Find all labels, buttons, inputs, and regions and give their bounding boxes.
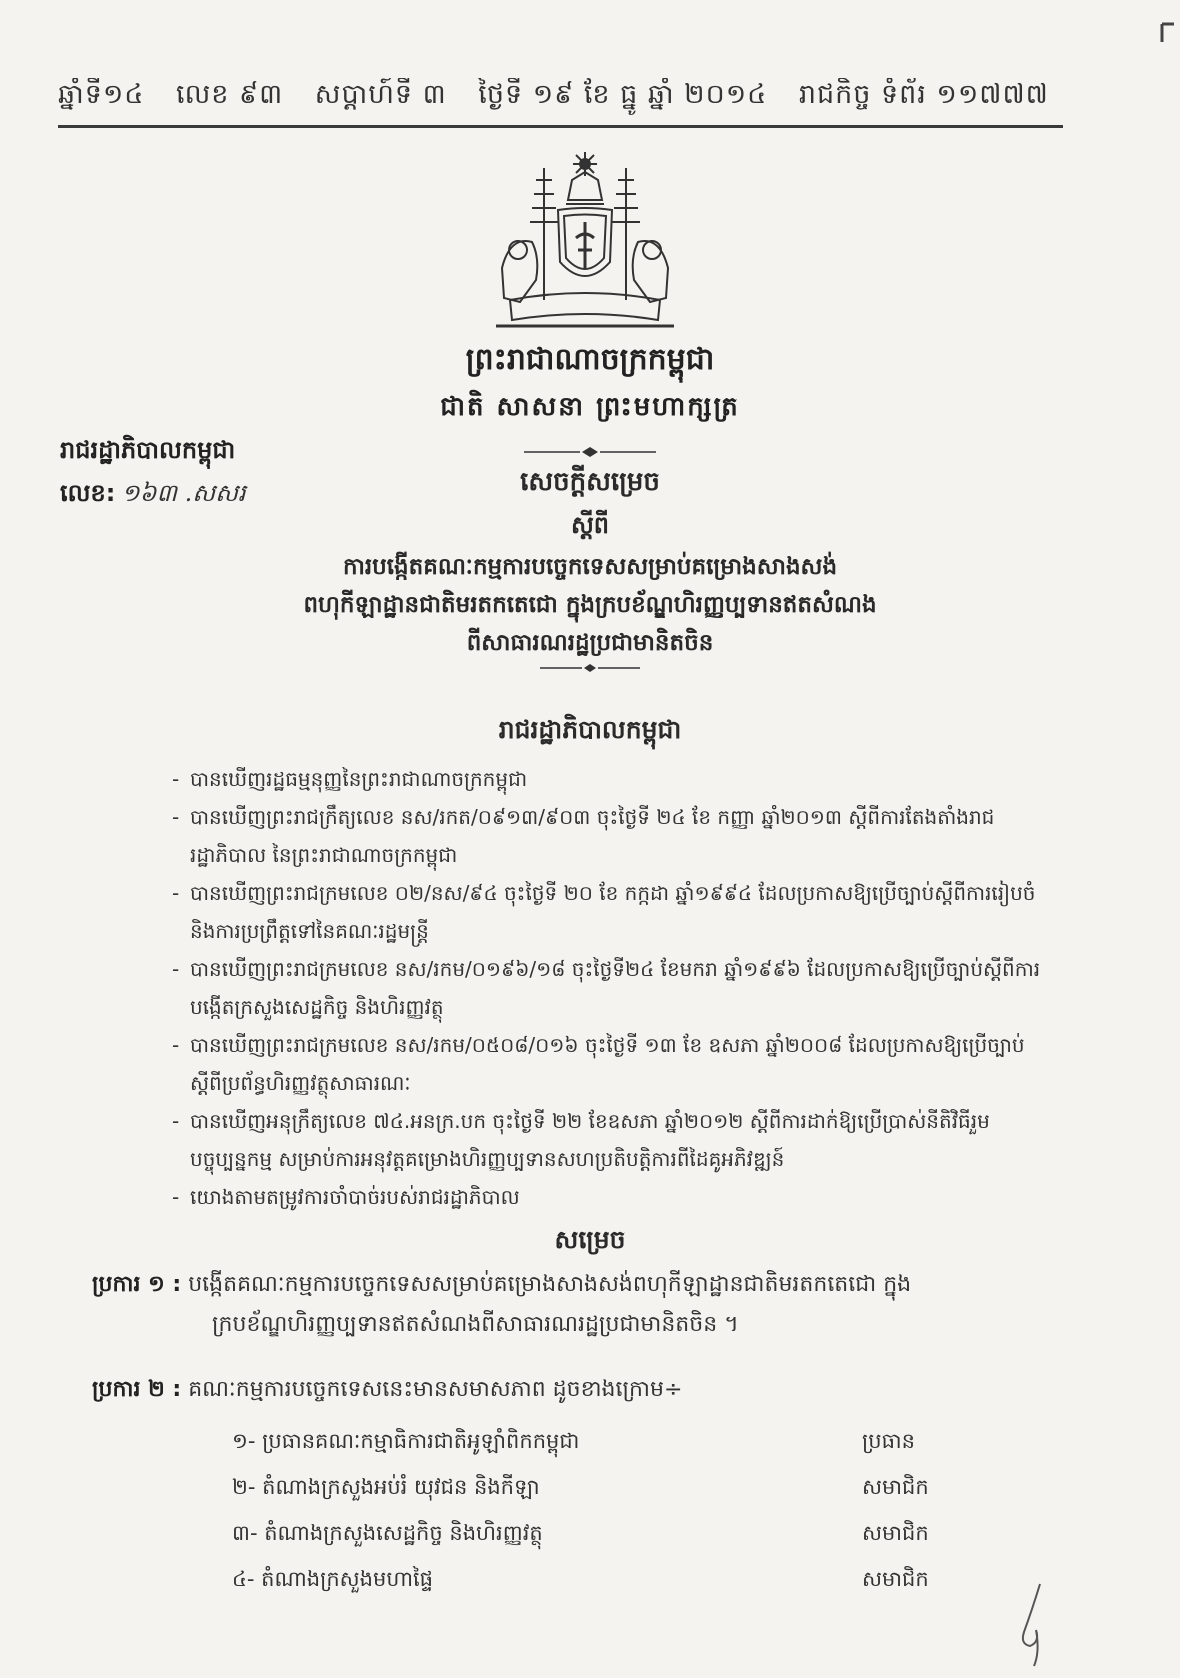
number-label: លេខ: [60,479,116,507]
kingdom-name: ព្រះរាជាណាចក្រកម្ពុជា [465,342,715,377]
member-role: សមាជិក [862,1567,929,1591]
header-rule [58,125,1063,128]
divider-ornament-icon [520,662,660,674]
article-2-label: ប្រការ ២ : [92,1377,182,1402]
national-motto: ជាតិ សាសនា ព្រះមហាក្សត្រ [440,392,740,422]
issuer-name: រាជរដ្ឋាភិបាលកម្ពុជា [60,436,236,464]
member-row [232,1418,972,1464]
article-1-continuation: ក្របខ័ណ្ឌហិរញ្ញប្បទានឥតសំណងពីសាធារណរដ្ឋប្រជាមានិតចិន ។ [212,1312,739,1337]
corner-mark-icon [1160,20,1176,46]
gazette-page-number: រាជកិច្ច ទំព័រ ១១៧៧៧ [798,79,1049,110]
subject-line: ពីសាធារណរដ្ឋប្រជាមានិតចិន [466,630,714,656]
preamble-item: - បានឃើញព្រះរាជក្រមលេខ នស/រកម/០៥០៨/០១៦ ចុះថ្ងៃទី ១៣ ខែ ឧសភា ឆ្នាំ២០០៨ ដែលប្រកាសឱ្យប្រើច្បាប់ស្តីពីប្រព័ន្ធហិរញ្ញវត្ថុសាធារណៈ [172,1026,1042,1102]
member-role: សមាជិក [862,1521,929,1545]
member-role: សមាជិក [862,1475,929,1499]
article-1 [92,1265,1052,1345]
decision-subject [0,548,1180,662]
gazette-date: ថ្ងៃទី ១៩ ខែ ធ្នូ ឆ្នាំ ២០១៤ [478,79,768,110]
preamble-item: - បានឃើញព្រះរាជក្រឹត្យលេខ នស/រកត/០៩១៣/៩០៣ ចុះថ្ងៃទី ២៤ ខែ កញ្ញា ឆ្នាំ២០១៣ ស្តីពីការតែងតាំងរាជរដ្ឋាភិបាល នៃព្រះរាជាណាចក្រកម្ពុជា [172,798,1042,874]
member-row [232,1464,972,1510]
decides-heading: សម្រេច [554,1225,626,1254]
member-list [232,1418,972,1602]
member-name: ២- តំណាងក្រសួងអប់រំ យុវជន និងកីឡា [232,1475,540,1499]
article-1-text: បង្កើតគណៈកម្មការបច្ចេកទេសសម្រាប់គម្រោងសាងសង់ពហុកីឡាដ្ឋានជាតិមរតកតេជោ ក្នុង [188,1272,912,1297]
gazette-year: ឆ្នាំទី១៤ [58,79,145,110]
preamble-item: - បានឃើញព្រះរាជក្រមលេខ ០២/នស/៩៤ ចុះថ្ងៃទី ២០ ខែ កក្កដា ឆ្នាំ១៩៩៤ ដែលប្រកាសឱ្យប្រើច្បាប់ស្តីពីការរៀបចំ និងការប្រព្រឹត្តទៅនៃគណៈរដ្ឋមន្ត្រី [172,874,1042,950]
preamble-item: - បានឃើញព្រះរាជក្រមលេខ នស/រកម/០១៩៦/១៨ ចុះថ្ងៃទី២៤ ខែមករា ឆ្នាំ១៩៩៦ ដែលប្រកាសឱ្យប្រើច្បាប់ស្តីពីការបង្កើតក្រសួងសេដ្ឋកិច្ច និងហិរញ្ញវត្ថុ [172,950,1042,1026]
gazette-week: សប្តាហ៍ទី ៣ [314,79,447,110]
government-heading: រាជរដ្ឋាភិបាលកម្ពុជា [498,715,682,744]
preamble-item: - បានឃើញអនុក្រឹត្យលេខ ៧៤.អនក្រ.បក ចុះថ្ងៃទី ២២ ខែឧសភា ឆ្នាំ២០១២ ស្តីពីការដាក់ឱ្យប្រើប្រាស់នីតិវិធីរួមបច្ចុប្បន្នកម្ម សម្រាប់ការអនុវត្តគម្រោងហិរញ្ញប្បទានសហប្រតិបត្តិការពីដៃគូអភិវឌ្ឍន៍ [172,1102,1042,1178]
member-name: ៣- តំណាងក្រសួងសេដ្ឋកិច្ច និងហិរញ្ញវត្ថុ [232,1521,543,1545]
article-2-text: គណៈកម្មការបច្ចេកទេសនេះមានសមាសភាព ដូចខាងក្រោម÷ [188,1377,683,1402]
member-name: ១- ប្រធានគណៈកម្មាធិការជាតិអូឡាំពិកកម្ពុជា [232,1429,580,1453]
gazette-header [58,78,1068,117]
member-row [232,1556,972,1602]
subject-line: ការបង្កើតគណៈកម្មការបច្ចេកទេសសម្រាប់គម្រោងសាងសង់ [342,554,838,580]
member-name: ៤- តំណាងក្រសួងមហាផ្ទៃ [232,1567,433,1591]
article-2 [92,1370,1052,1410]
preamble-item: - បានឃើញរដ្ឋធម្មនុញ្ញនៃព្រះរាជាណាចក្រកម្ពុជា [172,760,1042,798]
article-1-label: ប្រការ ១ : [92,1272,182,1297]
divider-ornament-icon [520,446,660,458]
decision-title: សេចក្តីសម្រេច [520,467,660,497]
royal-coat-of-arms-icon [480,150,690,340]
gazette-issue: លេខ ៩៣ [176,79,284,110]
number-value: ១៦៣ .សសរ [121,479,246,507]
preamble-list [172,760,1042,1216]
member-role: ប្រធាន [862,1429,915,1453]
subject-line: ពហុកីឡាដ្ឋានជាតិមរតកតេជោ ក្នុងក្របខ័ណ្ឌហិរញ្ញប្បទានឥតសំណង [303,592,877,618]
initials-signature-icon [1010,1580,1060,1670]
decision-about: ស្តីពី [570,511,610,539]
member-row [232,1510,972,1556]
preamble-item: - យោងតាមតម្រូវការចាំបាច់របស់រាជរដ្ឋាភិបាល [172,1178,1042,1216]
